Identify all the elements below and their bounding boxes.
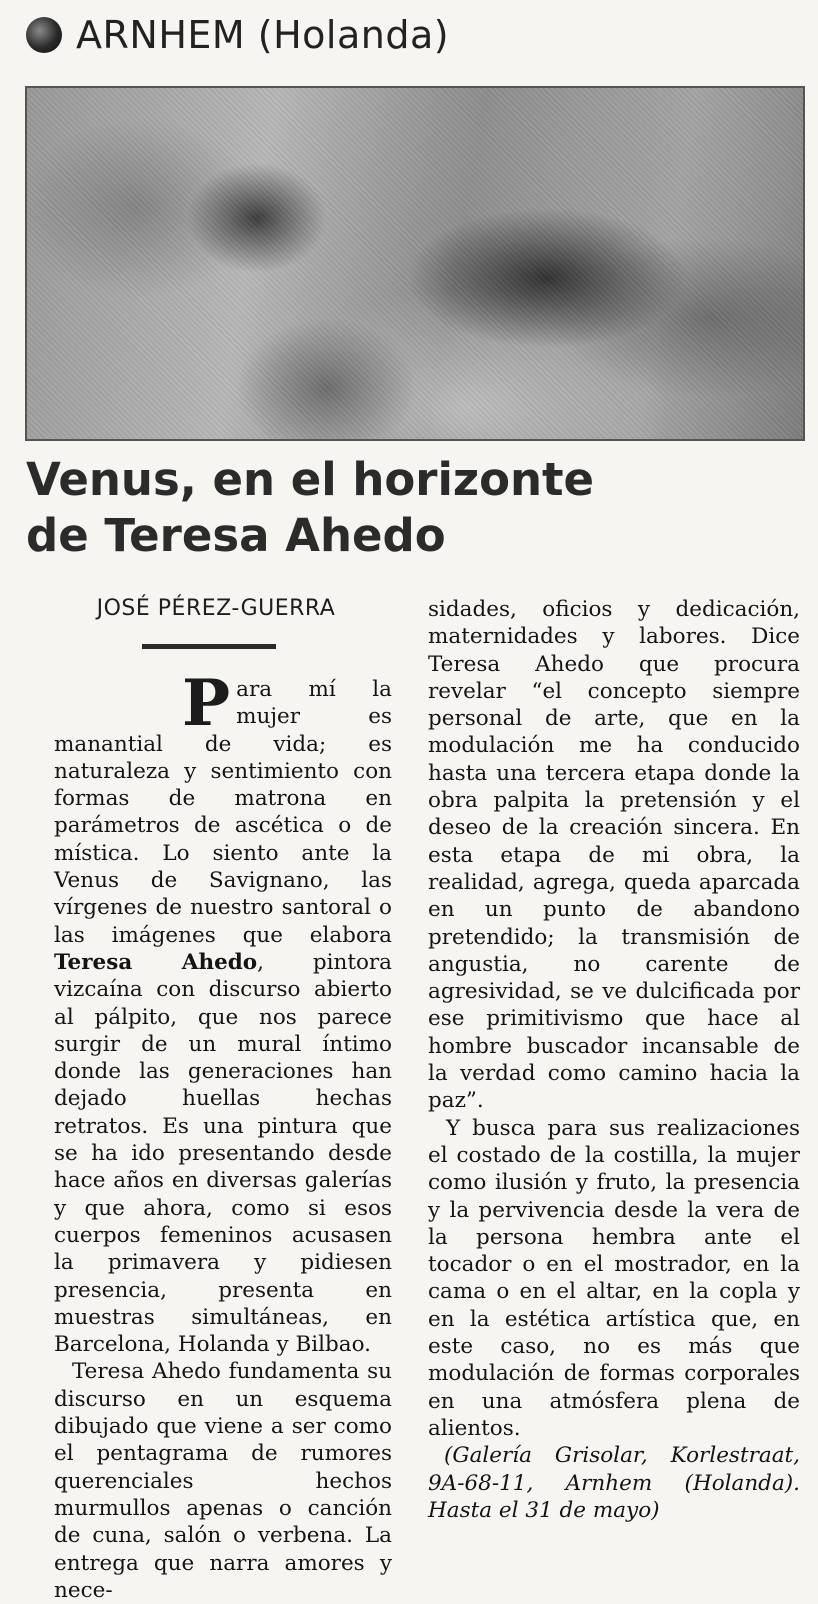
column-right xyxy=(428,596,800,1524)
article-photo xyxy=(25,86,805,441)
author-byline: JOSÉ PÉREZ-GUERRA xyxy=(96,596,336,621)
byline-rule xyxy=(142,644,276,649)
exhibition-credit: (Galería Grisolar, Korlestraat, 9A-68-11, Arnhem (Holanda). Hasta el 31 de mayo) xyxy=(428,1443,800,1523)
bullet-icon xyxy=(26,17,62,53)
section-header xyxy=(26,10,449,60)
paragraph-1-text-a: ara mí la mujer es manantial de vida; es naturaleza y sentimiento con formas de matrona en parámetros de ascética o de mística. Lo siento ante la Venus de Savignano, las vírgenes de nuestro santoral o las imágenes que elabora xyxy=(54,677,392,948)
headline-line-1: Venus, en el horizonte xyxy=(26,453,595,506)
drop-cap: P xyxy=(182,666,231,741)
paragraph-1 xyxy=(54,666,392,1358)
paragraph-3: Y busca para sus realizaciones el costado de la costilla, la mujer como ilusión y fruto, la presencia y la pervivencia desde la vera de la persona hembra ante el tocador o en el mostrador, en la cama o en el altar, en la copla y en la estética artística que, en este caso, no es más que modulación de formas corporales en una atmósfera plena de alientos. xyxy=(428,1115,800,1441)
paragraph-2-start: Teresa Ahedo fundamenta su discurso en un esquema dibujado que viene a ser como el pentagrama de rumores querenciales hechos murmullos apenas o canción de cuna, salón o verbena. La entrega que narra amores y nece- xyxy=(54,1359,392,1603)
section-title: ARNHEM (Holanda) xyxy=(76,13,450,57)
headline-line-2: de Teresa Ahedo xyxy=(26,509,446,562)
paragraph-2-continued: sidades, oficios y dedicación, maternidades y labores. Dice Teresa Ahedo que procura revelar “el concepto siempre personal de arte, que en la modulación me ha conducido hasta una tercera etapa donde la obra palpita la pretensión y el deseo de la creación sincera. En esta etapa de mi obra, la realidad, agrega, queda aparcada en un punto de abandono pretendido; la transmisión de angustia, no carente de agresividad, se ve dulcificada por ese primitivismo que hace al hombre buscador incansable de la verdad como camino hacia la paz”. xyxy=(428,597,800,1114)
paragraph-1-text-b: , pintora vizcaína con discurso abierto al pálpito, que nos parece surgir de un mural íntimo donde las generaciones han dejado huellas hechas retratos. Es una pintura que se ha ido presentando desde hace años en diversas galerías y que ahora, como si esos cuerpos femeninos acusasen la primavera y pidiesen presencia, presenta en muestras simultáneas, en Barcelona, Holanda y Bilbao. xyxy=(54,949,392,1358)
headline xyxy=(26,452,806,564)
column-left xyxy=(54,666,392,1604)
artist-name-highlight: Teresa Ahedo xyxy=(54,949,258,975)
